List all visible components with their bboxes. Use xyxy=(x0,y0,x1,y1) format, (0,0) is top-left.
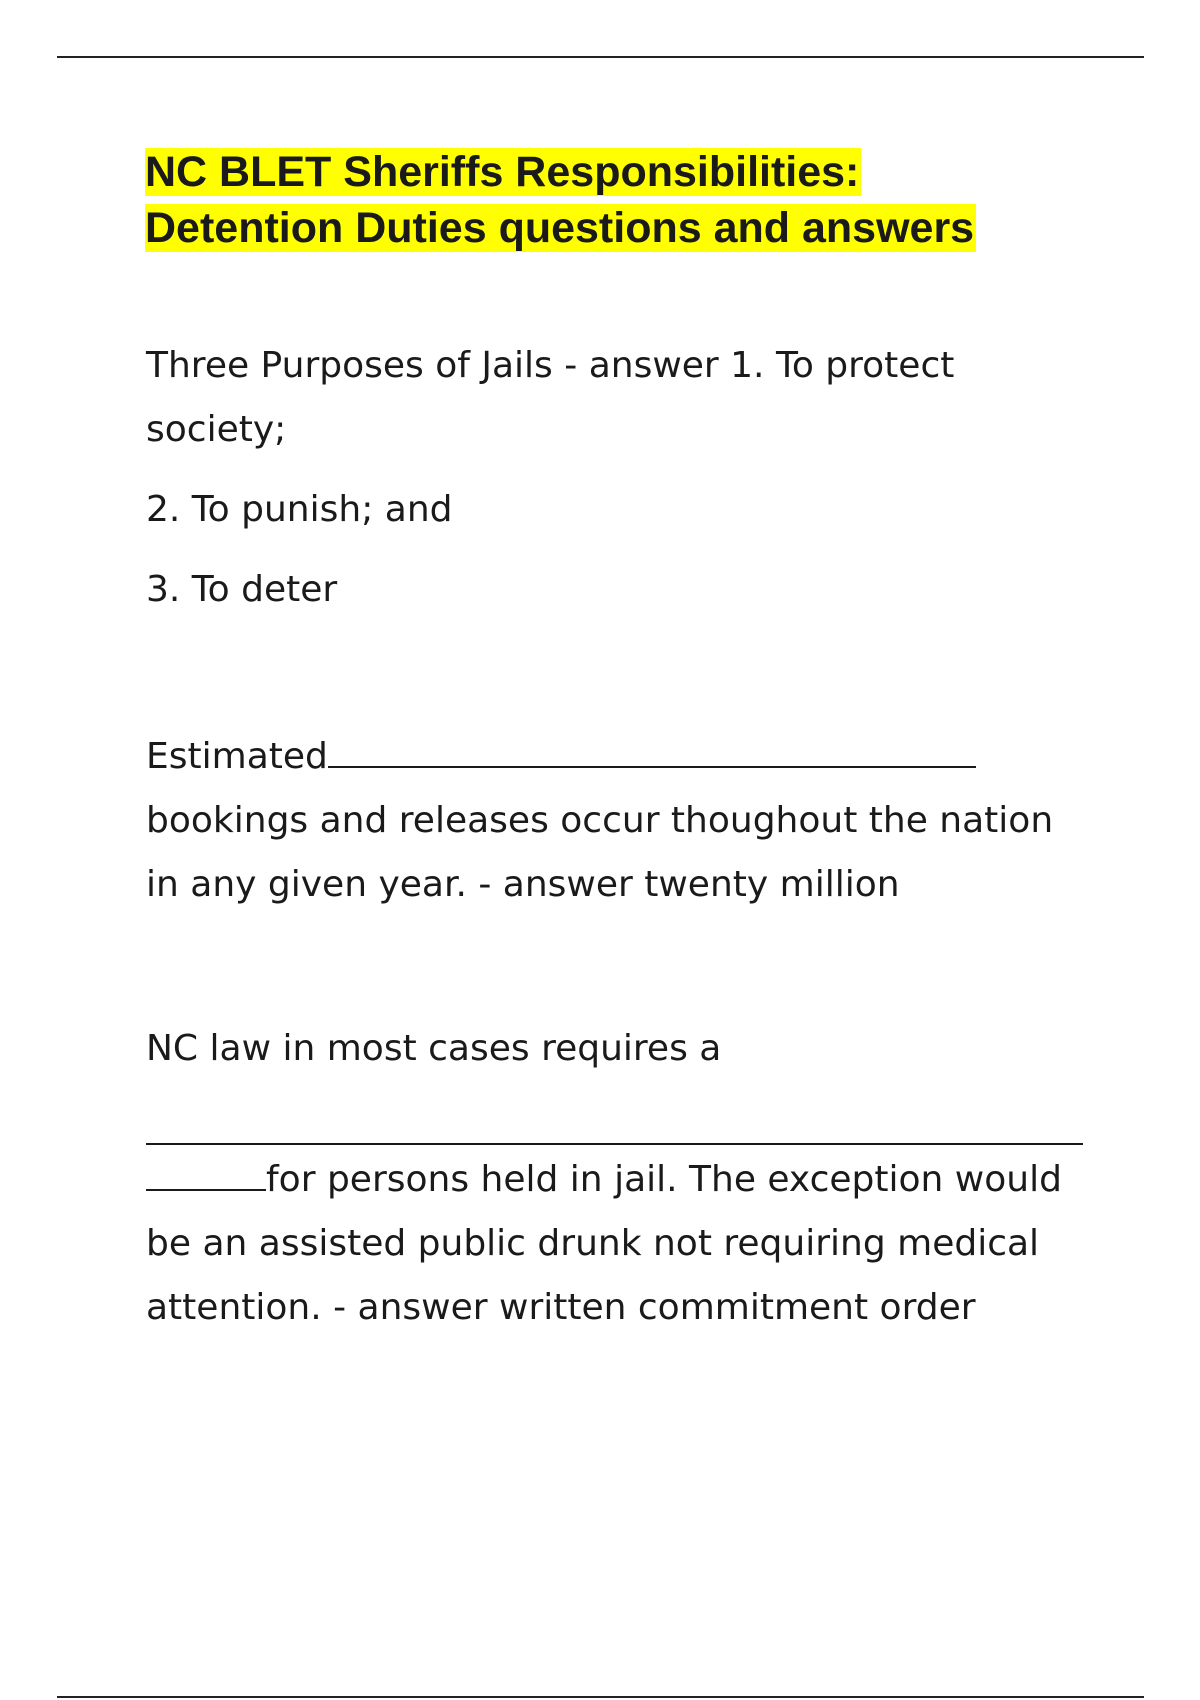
document-title xyxy=(145,144,1095,256)
answer-item-2: 2. To punish; and xyxy=(146,489,453,530)
question-3 xyxy=(146,1017,1091,1340)
qa-content xyxy=(146,334,1091,1340)
question-3-rest: for persons held in jail. The exception would be an assisted public drunk not requiring medical attention. - answer written commitment order xyxy=(146,1159,1062,1328)
title-line-1: NC BLET Sheriffs Responsibilities: xyxy=(145,148,860,196)
question-3-prefix: NC law in most cases requires a xyxy=(146,1028,722,1069)
fill-in-blank-long xyxy=(146,1081,1083,1145)
question-2 xyxy=(146,722,1091,917)
question-2-prefix: Estimated xyxy=(146,736,328,777)
title-line-2: Detention Duties questions and answers xyxy=(145,204,975,252)
question-1: Three Purposes of Jails - answer 1. To protect society; xyxy=(146,345,955,450)
answer-item-3: 3. To deter xyxy=(146,569,338,610)
fill-in-blank xyxy=(328,722,976,768)
footer-rule xyxy=(57,1696,1144,1698)
question-2-rest: bookings and releases occur thoughout the nation in any given year. - answer twenty million xyxy=(146,800,1054,905)
header-rule xyxy=(57,56,1144,58)
fill-in-blank-short xyxy=(146,1145,266,1191)
